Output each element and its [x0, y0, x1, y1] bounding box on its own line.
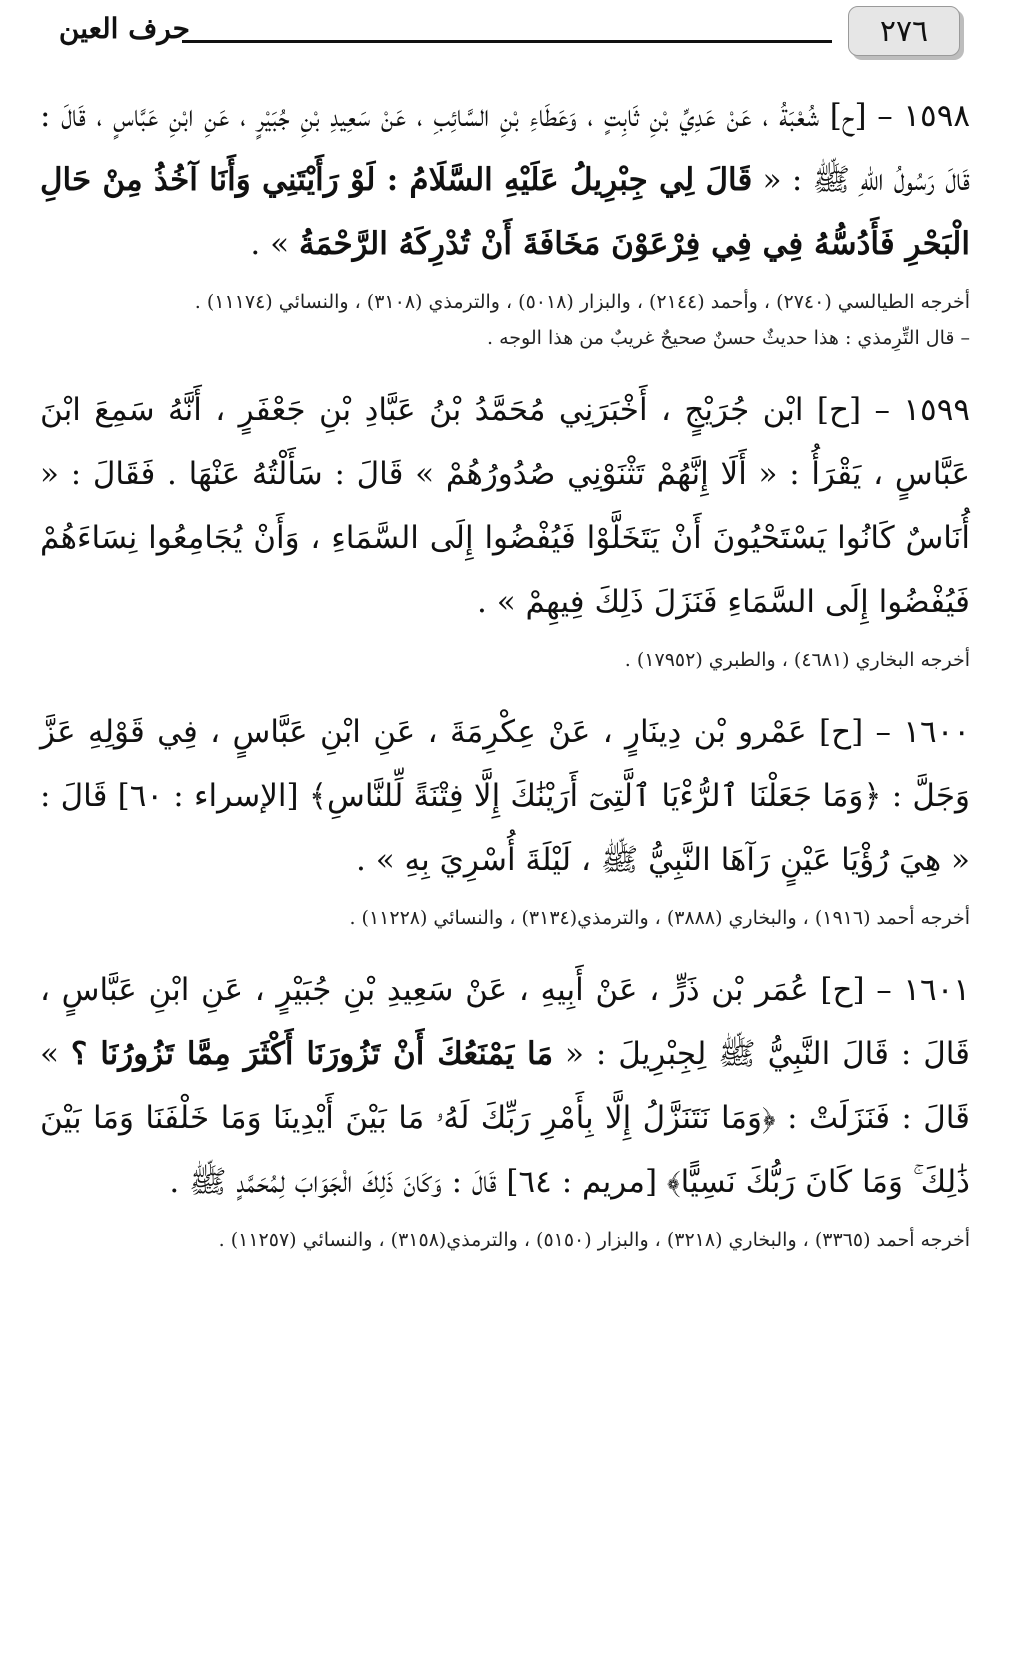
- hadith-text: – [ح] عُمَر بْن ذَرٍّ ، عَنْ أَبِيهِ ، عَنْ سَعِيدِ بْنِ جُبَيْرٍ ، عَنِ ابْنِ عَبَّاسٍ ، قَالَ : قَالَ النَّبِيُّ ﷺ لِجِبْرِيلَ : «: [40, 972, 970, 1072]
- hadith-number: ١٥٩٨: [903, 98, 970, 134]
- hadith-quote: مَا يَمْنَعُكَ أَنْ تَزُورَنَا أَكْثَرَ مِمَّا تَزُورُنَا ؟: [70, 1036, 554, 1072]
- hadith-entry-1601: [40, 958, 970, 1214]
- header-rule: [182, 40, 832, 43]
- takhrij-note: أخرجه الطيالسي (٢٧٤٠) ، وأحمد (٢١٤٤) ، والبزار (٥٠١٨) ، والترمذي (٣١٠٨) ، والنسائي (١١١٧٤) .: [194, 291, 970, 313]
- takhrij-note: أخرجه البخاري (٤٦٨١) ، والطبري (١٧٩٥٢) .: [624, 649, 970, 671]
- hadith-number: ١٦٠١: [903, 972, 970, 1008]
- hadith-number: ١٦٠٠: [903, 714, 970, 750]
- hadith-entry-1600: [40, 700, 970, 892]
- takhrij-note: أخرجه أحمد (٣٣٦٥) ، والبخاري (٣٢١٨) ، والبزار (٥١٥٠) ، والترمذي(٣١٥٨) ، والنسائي (١١٢٥٧) .: [218, 1229, 970, 1251]
- hadith-text: – [ح] عَمْرو بْن دِينَارٍ ، عَنْ عِكْرِمَةَ ، عَنِ ابْنِ عَبَّاسٍ ، فِي قَوْلِهِ عَزَّ وَجَلَّ : ﴿وَمَا جَعَلْنَا ٱلرُّءْيَا ٱلَّتِىٓ أَرَيْنَٰكَ إِلَّا فِتْنَةً لِّلنَّاسِ﴾ [الإسراء : ٦٠] قَالَ : « هِيَ رُؤْيَا عَيْنٍ رَآهَا النَّبِيُّ ﷺ ، لَيْلَةَ أُسْرِيَ بِهِ » .: [40, 714, 970, 878]
- hadith-text: – [ح] شُعْبَةُ ، عَنْ عَدِيِّ بْنِ ثَابِتٍ ، وَعَطَاءِ بْنِ السَّائِبِ ، عَنْ سَعِيدِ بْنِ جُبَيْرٍ ، عَنِ ابْنِ عَبَّاسٍ ، قَالَ : قَالَ رَسُولُ اللهِ ﷺ : «: [40, 98, 970, 198]
- takhrij-note: أخرجه أحمد (١٩١٦) ، والبخاري (٣٨٨٨) ، والترمذي(٣١٣٤) ، والنسائي (١١٢٢٨) .: [349, 907, 970, 929]
- page-number: ٢٧٦: [879, 13, 929, 49]
- chapter-title: حرف العين: [58, 12, 190, 45]
- hadith-entry-1598: [40, 84, 970, 276]
- hadith-entry-1599: [40, 378, 970, 634]
- hadith-text: – [ح] ابْن جُرَيْجٍ ، أَخْبَرَنِي مُحَمَّدُ بْنُ عَبَّادِ بْنِ جَعْفَرٍ ، أَنَّهُ سَمِعَ ابْنَ عَبَّاسٍ ، يَقْرَأُ : « أَلَا إِنَّهُمْ تَثْنَوْنِي صُدُورُهُمْ » قَالَ : سَأَلْتُهُ عَنْهَا . فَقَالَ : « أُنَاسٌ كَانُوا يَسْتَحْيُونَ أَنْ يَتَخَلَّوْا فَيُفْضُوا إِلَى السَّمَاءِ ، وَأَنْ يُجَامِعُوا نِسَاءَهُمْ فَيُفْضُوا إِلَى السَّمَاءِ فَنَزَلَ ذَلِكَ فِيهِمْ » .: [40, 392, 970, 620]
- page-number-box: [848, 6, 960, 56]
- grading-note: – قال التِّرِمذي : هذا حديثٌ حسنٌ صحيحٌ غريبٌ من هذا الوجه .: [487, 327, 970, 349]
- page-header: [0, 0, 1010, 70]
- hadith-text-end: » قَالَ : فَنَزَلَتْ : ﴿وَمَا نَتَنَزَّلُ إِلَّا بِأَمْرِ رَبِّكَ لَهُۥ مَا بَيْنَ أَيْدِينَا وَمَا خَلْفَنَا وَمَا بَيْنَ ذَٰلِكَ ۚ وَمَا كَانَ رَبُّكَ نَسِيًّا﴾ [مريم : ٦٤] قَالَ : وَكَانَ ذَلِكَ الْجَوَابَ لِمُحَمَّدٍ ﷺ .: [40, 1036, 970, 1200]
- hadith-text-end: » .: [250, 226, 299, 262]
- hadith-quote: قَالَ لِي جِبْرِيلُ عَلَيْهِ السَّلَامُ : لَوْ رَأَيْتَنِي وَأَنَا آخُذُ مِنْ حَالِ الْبَحْرِ فَأَدُسُّهُ فِي فِي فِرْعَوْنَ مَخَافَةَ أَنْ تُدْرِكَهُ الرَّحْمَةُ: [40, 162, 970, 262]
- hadith-number: ١٥٩٩: [903, 392, 970, 428]
- page-content: [40, 76, 970, 1258]
